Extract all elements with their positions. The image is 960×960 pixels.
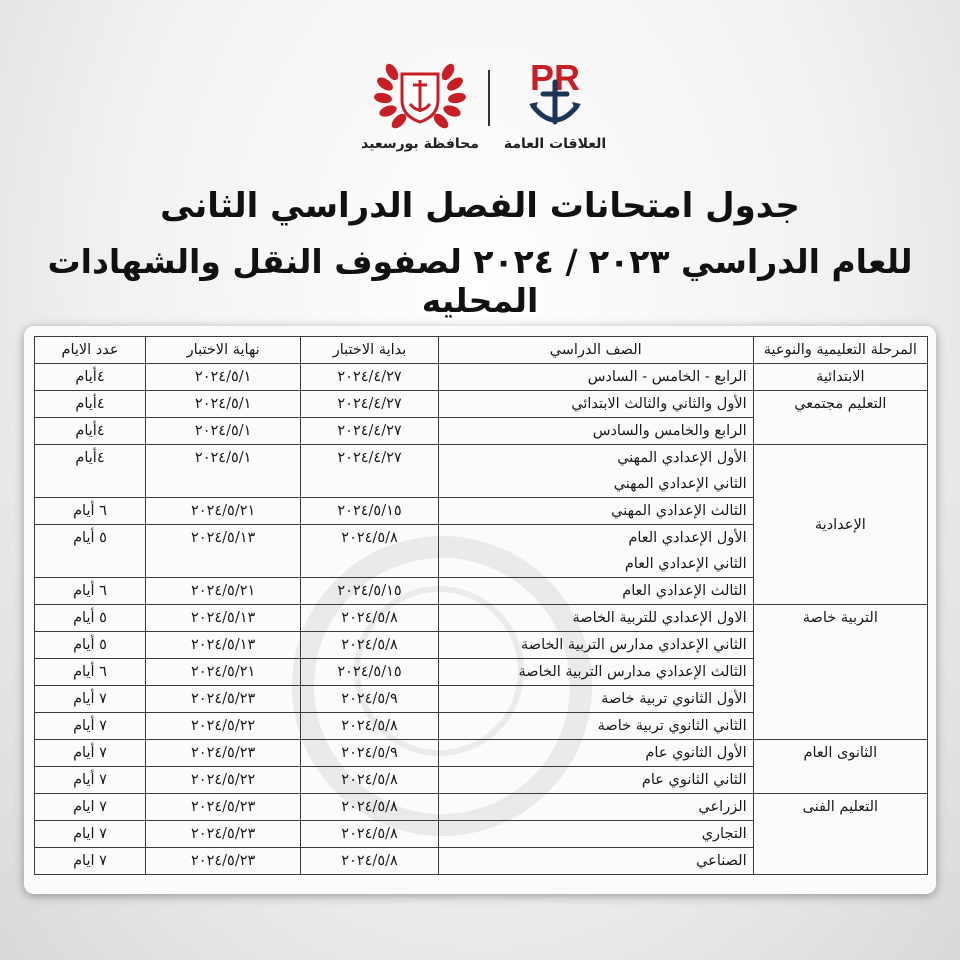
days-cell: ٦ أيام — [35, 578, 146, 605]
start-cell: ٢٠٢٤/٤/٢٧ — [301, 418, 438, 445]
grade-cell: الثاني الإعدادي مدارس التربية الخاصة — [438, 632, 753, 659]
table-header-row — [35, 337, 928, 364]
header-days: عدد الايام — [35, 337, 146, 364]
governorate-logo — [355, 52, 485, 152]
stage-cell: التعليم مجتمعي — [753, 391, 927, 445]
grade-line: الثاني الإعدادي المهني — [613, 476, 747, 492]
start-cell: ٢٠٢٤/٥/٨ — [301, 605, 438, 632]
days-cell: ٥ أيام — [35, 525, 146, 578]
grade-cell: الاول الإعدادي للتربية الخاصة — [438, 605, 753, 632]
days-cell: ٦ أيام — [35, 498, 146, 525]
laurel-emblem-icon — [370, 52, 470, 132]
grade-cell: الثاني الثانوي عام — [438, 767, 753, 794]
start-cell: ٢٠٢٤/٥/٩ — [301, 740, 438, 767]
days-cell: ٥ أيام — [35, 632, 146, 659]
grade-cell: الصناعي — [438, 848, 753, 875]
stage-cell: التربية خاصة — [753, 605, 927, 740]
start-cell: ٢٠٢٤/٤/٢٧ — [301, 445, 438, 498]
pr-logo — [490, 52, 620, 152]
table-row — [35, 445, 928, 498]
pr-letters: PR — [529, 57, 581, 98]
end-cell: ٢٠٢٤/٥/٢٣ — [146, 848, 301, 875]
header-end: نهاية الاختبار — [146, 337, 301, 364]
days-cell: ٧ ايام — [35, 821, 146, 848]
grade-cell: التجاري — [438, 821, 753, 848]
start-cell: ٢٠٢٤/٤/٢٧ — [301, 391, 438, 418]
days-cell: ٧ أيام — [35, 740, 146, 767]
table-row — [35, 740, 928, 767]
start-cell: ٢٠٢٤/٥/٨ — [301, 794, 438, 821]
start-cell: ٢٠٢٤/٥/١٥ — [301, 578, 438, 605]
start-cell: ٢٠٢٤/٥/٨ — [301, 821, 438, 848]
header-stage: المرحلة التعليمية والنوعية — [753, 337, 927, 364]
days-cell: ٤أيام — [35, 418, 146, 445]
header — [0, 52, 960, 162]
grade-cell — [438, 445, 753, 498]
pr-caption: العلاقات العامة — [503, 136, 607, 152]
days-cell: ٧ أيام — [35, 713, 146, 740]
end-cell: ٢٠٢٤/٥/٢٣ — [146, 740, 301, 767]
days-cell: ٤أيام — [35, 364, 146, 391]
stage-cell: الابتدائية — [753, 364, 927, 391]
grade-cell: الرابع والخامس والسادس — [438, 418, 753, 445]
start-cell: ٢٠٢٤/٥/٨ — [301, 713, 438, 740]
grade-cell: الثالث الإعدادي مدارس التربية الخاصة — [438, 659, 753, 686]
days-cell: ٧ ايام — [35, 794, 146, 821]
grade-cell: الأول الثانوي عام — [438, 740, 753, 767]
days-cell: ٥ أيام — [35, 605, 146, 632]
pr-anchor-icon — [505, 52, 605, 132]
end-cell: ٢٠٢٤/٥/٢١ — [146, 498, 301, 525]
start-cell: ٢٠٢٤/٤/٢٧ — [301, 364, 438, 391]
grade-cell: الأول والثاني والثالث الابتدائي — [438, 391, 753, 418]
grade-cell — [438, 525, 753, 578]
stage-cell: الثانوى العام — [753, 740, 927, 794]
days-cell: ٦ أيام — [35, 659, 146, 686]
end-cell: ٢٠٢٤/٥/١٣ — [146, 632, 301, 659]
end-cell: ٢٠٢٤/٥/١٣ — [146, 525, 301, 578]
start-cell: ٢٠٢٤/٥/٨ — [301, 632, 438, 659]
start-cell: ٢٠٢٤/٥/٨ — [301, 848, 438, 875]
page-subtitle: للعام الدراسي ٢٠٢٣ / ٢٠٢٤ لصفوف النقل والشهادات المحليه — [47, 242, 913, 320]
end-cell: ٢٠٢٤/٥/٢١ — [146, 578, 301, 605]
days-cell: ٧ أيام — [35, 686, 146, 713]
start-cell: ٢٠٢٤/٥/١٥ — [301, 498, 438, 525]
end-cell: ٢٠٢٤/٥/١ — [146, 445, 301, 498]
end-cell: ٢٠٢٤/٥/١٣ — [146, 605, 301, 632]
grade-cell: الثالث الإعدادي العام — [438, 578, 753, 605]
table-row — [35, 605, 928, 632]
end-cell: ٢٠٢٤/٥/٢٣ — [146, 686, 301, 713]
grade-cell: الرابع - الخامس - السادس — [438, 364, 753, 391]
end-cell: ٢٠٢٤/٥/١ — [146, 418, 301, 445]
days-cell: ٤أيام — [35, 391, 146, 418]
days-cell: ٧ ايام — [35, 848, 146, 875]
table-row — [35, 364, 928, 391]
page-title: جدول امتحانات الفصل الدراسي الثانى — [160, 186, 800, 226]
grade-cell: الأول الثانوي تربية خاصة — [438, 686, 753, 713]
grade-cell: الثاني الثانوي تربية خاصة — [438, 713, 753, 740]
end-cell: ٢٠٢٤/٥/٢٢ — [146, 713, 301, 740]
header-grade: الصف الدراسي — [438, 337, 753, 364]
exam-schedule-table — [34, 336, 928, 875]
end-cell: ٢٠٢٤/٥/٢٣ — [146, 821, 301, 848]
start-cell: ٢٠٢٤/٥/٩ — [301, 686, 438, 713]
header-start: بداية الاختبار — [301, 337, 438, 364]
end-cell: ٢٠٢٤/٥/١ — [146, 391, 301, 418]
grade-cell: الثالث الإعدادي المهني — [438, 498, 753, 525]
end-cell: ٢٠٢٤/٥/٢١ — [146, 659, 301, 686]
start-cell: ٢٠٢٤/٥/٨ — [301, 767, 438, 794]
grade-line: الأول الإعدادي العام — [628, 530, 747, 546]
stage-cell: الإعدادية — [753, 445, 927, 605]
days-cell: ٧ أيام — [35, 767, 146, 794]
table-row — [35, 794, 928, 821]
stage-cell: التعليم الفنى — [753, 794, 927, 875]
grade-line: الأول الإعدادي المهني — [617, 450, 747, 466]
table-row — [35, 391, 928, 418]
end-cell: ٢٠٢٤/٥/٢٢ — [146, 767, 301, 794]
start-cell: ٢٠٢٤/٥/١٥ — [301, 659, 438, 686]
end-cell: ٢٠٢٤/٥/٢٣ — [146, 794, 301, 821]
grade-line: الثاني الإعدادي العام — [624, 556, 747, 572]
end-cell: ٢٠٢٤/٥/١ — [146, 364, 301, 391]
grade-cell: الزراعي — [438, 794, 753, 821]
start-cell: ٢٠٢٤/٥/٨ — [301, 525, 438, 578]
governorate-caption: محافظة بورسعيد — [361, 136, 479, 152]
days-cell: ٤أيام — [35, 445, 146, 498]
schedule-card — [24, 326, 936, 894]
